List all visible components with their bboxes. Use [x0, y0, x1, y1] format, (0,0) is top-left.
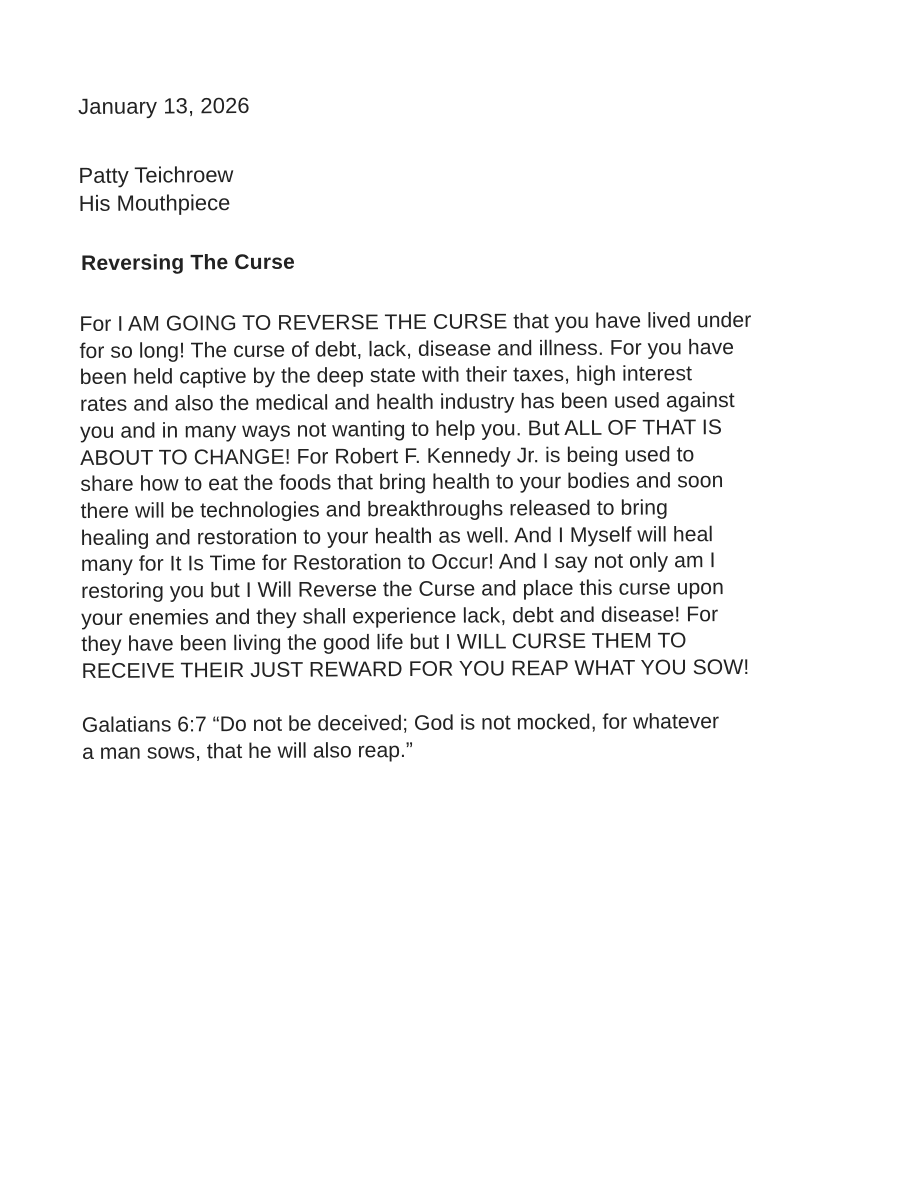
- letter-title: Reversing The Curse: [80, 250, 295, 275]
- body-line: you and in many ways not wanting to help you. But ALL OF THAT IS: [80, 415, 723, 443]
- body-line: they have been living the good life but I WILL CURSE THEM TO: [81, 629, 687, 657]
- body-line: there will be technologies and breakthroughs released to bring: [80, 496, 668, 523]
- body-line: your enemies and they shall experience lack, debt and disease! For: [81, 602, 719, 630]
- message-body: [79, 307, 831, 685]
- letter-date: January 13, 2026: [78, 92, 250, 119]
- body-line: for so long! The curse of debt, lack, disease and illness. For you have: [79, 335, 735, 363]
- body-line: many for It Is Time for Restoration to Occur! And I say not only am I: [80, 549, 716, 577]
- body-line: RECEIVE THEIR JUST REWARD FOR YOU REAP WHAT YOU SOW!: [81, 656, 750, 684]
- body-line: healing and restoration to your health as well. And I Myself will heal: [80, 522, 714, 550]
- body-line: share how to eat the foods that bring health to your bodies and soon: [80, 469, 724, 497]
- body-line: been held captive by the deep state with their taxes, high interest: [79, 362, 693, 390]
- letter-content: [78, 87, 842, 765]
- body-line: rates and also the medical and health industry has been used against: [79, 389, 735, 417]
- author-block: [78, 157, 838, 218]
- scripture-reference: [82, 707, 842, 766]
- author-role: His Mouthpiece: [78, 190, 231, 216]
- body-line: restoring you but I Will Reverse the Curse and place this curse upon: [80, 576, 724, 604]
- author-name: Patty Teichroew: [78, 162, 234, 188]
- verse-line: a man sows, that he will also reap.”: [81, 738, 414, 764]
- body-line: ABOUT TO CHANGE! For Robert F. Kennedy Jr. is being used to: [80, 442, 695, 470]
- body-line: For I AM GOING TO REVERSE THE CURSE that you have lived under: [79, 308, 752, 336]
- verse-line: Galatians 6:7 “Do not be deceived; God is not mocked, for whatever: [81, 709, 720, 737]
